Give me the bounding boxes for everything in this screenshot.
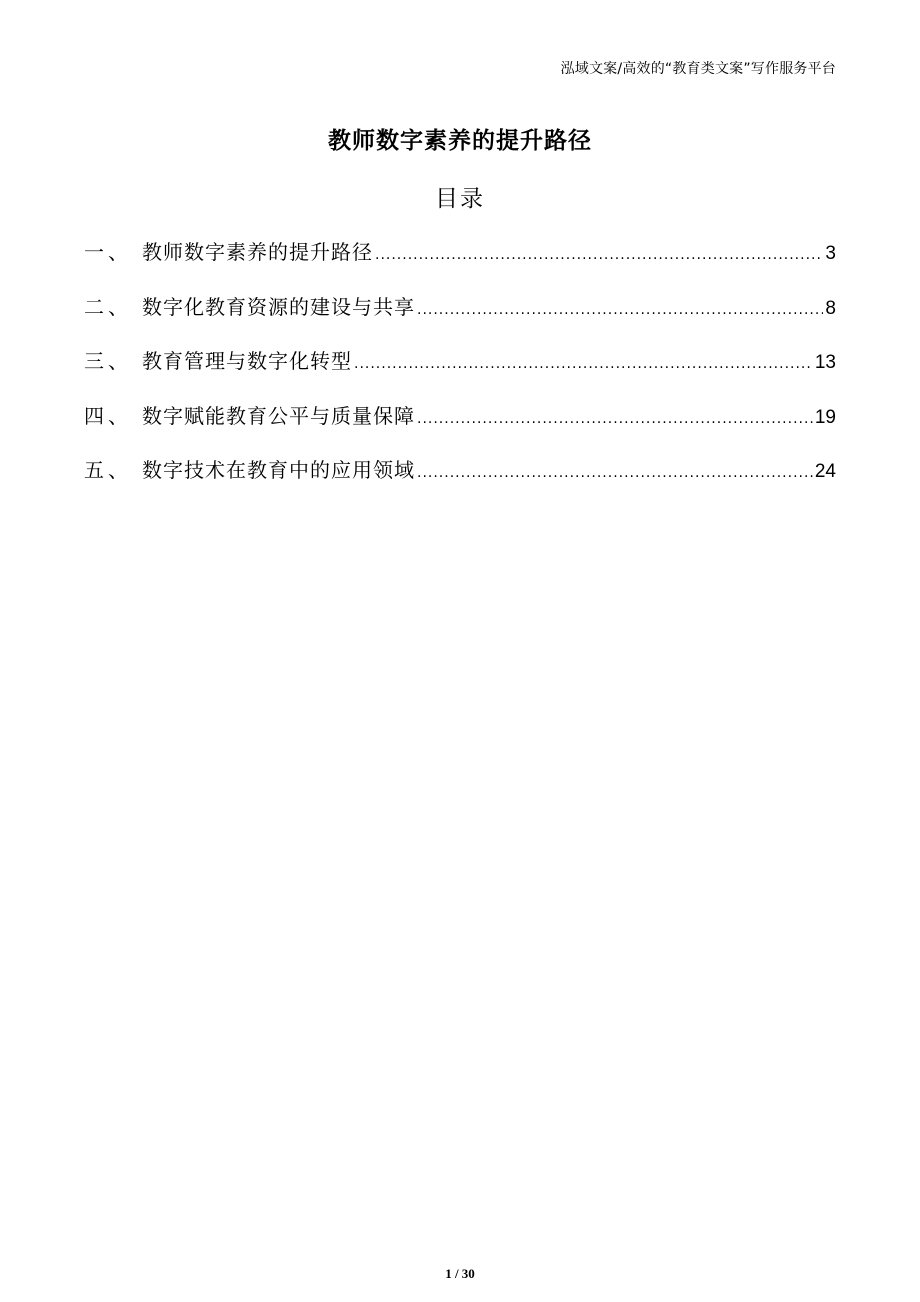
toc-dot-leader bbox=[417, 411, 813, 427]
toc-entry-page: 24 bbox=[814, 461, 836, 482]
toc-entry[interactable] bbox=[84, 454, 836, 509]
toc-entry-page: 19 bbox=[814, 406, 836, 428]
toc-entry-text: 数字技术在教育中的应用领域 bbox=[142, 458, 415, 482]
toc-entry[interactable] bbox=[84, 400, 836, 455]
toc-title: 目录 bbox=[435, 186, 485, 212]
toc-dot-leader bbox=[417, 465, 813, 481]
toc-entry-text: 教育管理与数字化转型 bbox=[142, 349, 352, 373]
page-header: 泓域文案/高效的“教育类文案”写作服务平台 bbox=[560, 61, 836, 77]
toc-entry-text: 教师数字素养的提升路径 bbox=[142, 240, 373, 264]
page-indicator: 1 / 30 bbox=[445, 1266, 475, 1281]
toc-entry-number: 四、 bbox=[84, 403, 132, 428]
toc-entry-number: 一、 bbox=[84, 240, 132, 264]
toc-dot-leader bbox=[417, 302, 823, 318]
toc-entry-number: 二、 bbox=[84, 294, 132, 319]
toc-dot-leader bbox=[375, 247, 823, 263]
toc-entry[interactable] bbox=[84, 291, 836, 346]
toc-entry-text: 数字赋能教育公平与质量保障 bbox=[142, 403, 415, 428]
toc-entry-number: 三、 bbox=[84, 349, 132, 373]
table-of-contents bbox=[84, 236, 836, 509]
toc-dot-leader bbox=[354, 356, 813, 372]
toc-entry-page: 3 bbox=[825, 243, 836, 264]
toc-entry-page: 8 bbox=[825, 297, 836, 319]
toc-entry-number: 五、 bbox=[84, 458, 132, 482]
document-title: 教师数字素养的提升路径 bbox=[328, 128, 592, 154]
toc-entry-text: 数字化教育资源的建设与共享 bbox=[142, 294, 415, 319]
toc-entry[interactable] bbox=[84, 345, 836, 400]
toc-entry-page: 13 bbox=[814, 352, 836, 373]
toc-entry[interactable] bbox=[84, 236, 836, 291]
